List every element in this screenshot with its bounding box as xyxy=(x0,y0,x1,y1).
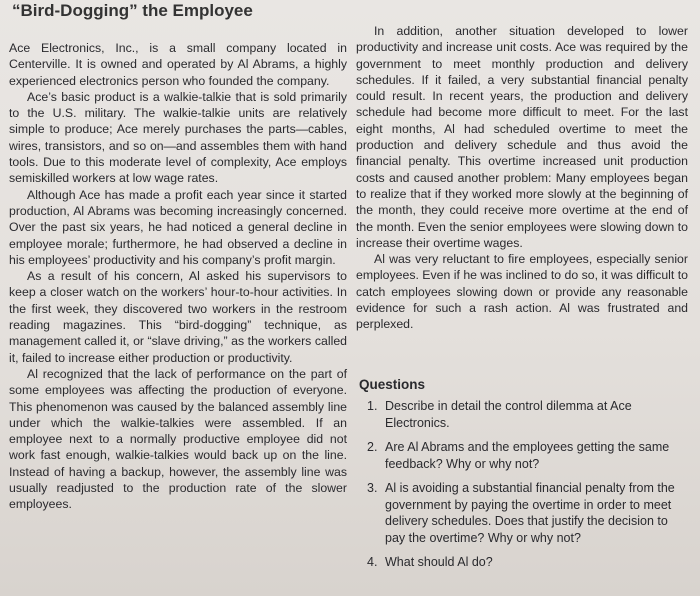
question-text: What should Al do? xyxy=(385,555,493,569)
right-column xyxy=(356,23,688,333)
question-item xyxy=(359,480,689,546)
question-text: Are Al Abrams and the employees getting the same feedback? Why or why not? xyxy=(385,440,670,471)
question-item xyxy=(359,554,689,571)
question-number: 4. xyxy=(367,555,378,569)
paragraph: In addition, another situation developed to lower productivity and increase unit costs. Ace was required by the government to meet monthly production and delivery schedules. If it failed, a very substantial financial penalty could result. In recent years, the production and delivery schedule had become more difficult to meet. For the last eight months, Al had scheduled overtime to meet the production and delivery schedule and thus avoid the financial penalty. This overtime increased unit production costs and caused another problem: Many employees began to realize that if they worked more slowly at the beginning of the month, they could receive more overtime at the end of the month. Even the senior employees were slowing down to increase their overtime wages. xyxy=(356,24,688,250)
questions-section xyxy=(359,377,689,579)
case-title: “Bird-Dogging” the Employee xyxy=(12,1,253,20)
paragraph: Ace Electronics, Inc., is a small company located in Centerville. It is owned and operated by Al Abrams, a highly experienced electronics person who founded the company. xyxy=(9,41,347,88)
paragraph: Although Ace has made a profit each year since it started production, Al Abrams was becoming increasingly concerned. Over the past six years, he had noticed a general decline in employee morale; furthermore, he had observed a decline in his employees’ productivity and his company’s profit margin. xyxy=(9,187,347,267)
paragraph: Al recognized that the lack of performance on the part of some employees was affecting the production of everyone. This phenomenon was caused by the balanced assembly line under which the walkie-talkies were assembled. If an employee next to a normally productive employee did not work fast enough, walkie-talkies would back up on the line. Instead of having a backup, however, the assembly line was usually readjusted to the production rate of the slower employees. xyxy=(9,366,347,512)
questions-heading: Questions xyxy=(359,377,426,392)
question-item xyxy=(359,398,689,431)
paragraph: As a result of his concern, Al asked his supervisors to keep a closer watch on the workers’ hour-to-hour activities. In the first week, they discovered two workers in the restroom reading magazines. This “bird-dogging” technique, as management called it, or “slave driving,” as the workers called it, failed to increase either production or productivity. xyxy=(9,269,347,365)
question-number: 3. xyxy=(367,481,378,495)
question-number: 2. xyxy=(367,440,378,454)
left-column xyxy=(9,40,347,513)
question-number: 1. xyxy=(367,399,378,413)
question-text: Al is avoiding a substantial financial penalty from the government by paying the overtime in order to meet delivery schedules. Does that justify the decision to pay the overtime? Why or why not? xyxy=(385,481,675,545)
paragraph: Al was very reluctant to fire employees, especially senior employees. Even if he was inclined to do so, it was difficult to catch employees slowing down or provide any reasonable evidence for such a rash action. Al was frustrated and perplexed. xyxy=(356,252,688,332)
question-text: Describe in detail the control dilemma at Ace Electronics. xyxy=(385,399,632,430)
paragraph: Ace’s basic product is a walkie-talkie that is sold primarily to the U.S. military. The walkie-talkie units are relatively simple to produce; Ace merely purchases the parts—cables, wires, transistors, and so on—and assembles them with hand tools. Due to this moderate level of complexity, Ace employs semiskilled workers at low wage rates. xyxy=(9,89,347,186)
question-item xyxy=(359,439,689,472)
